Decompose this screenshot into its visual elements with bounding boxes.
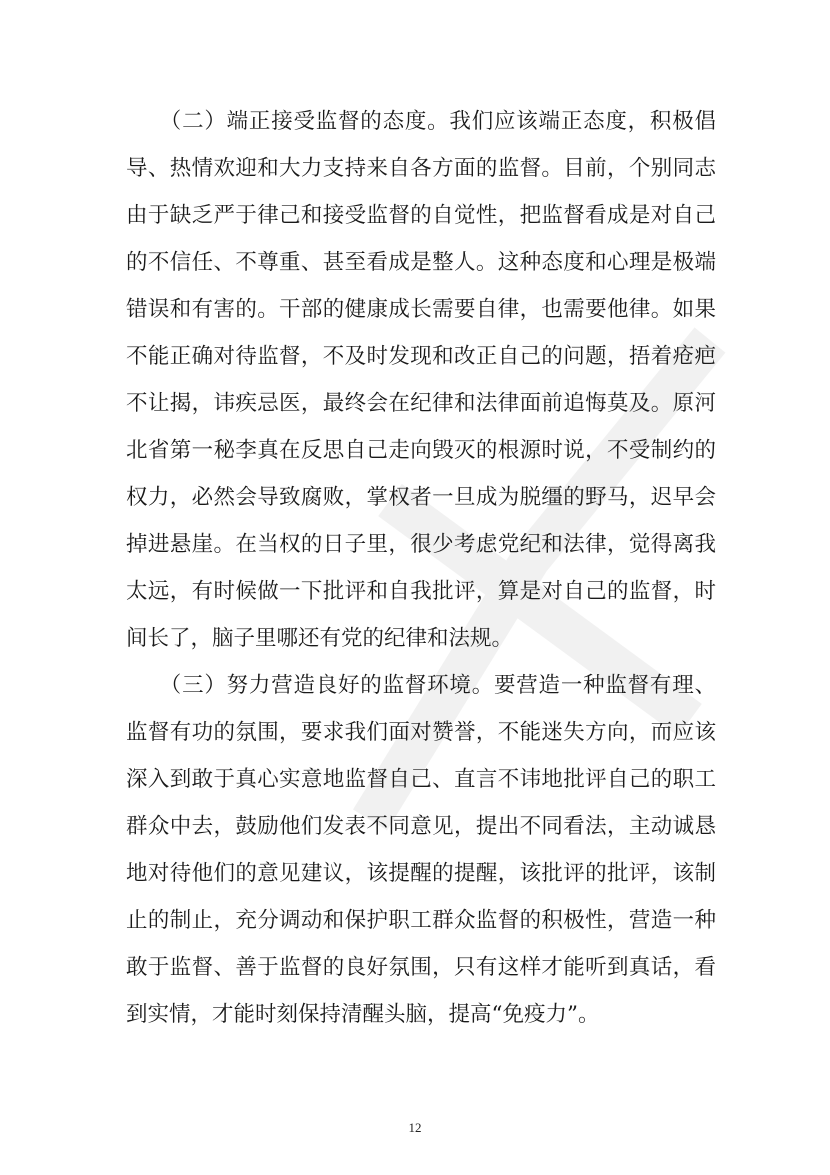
page-number: 12 xyxy=(408,1120,422,1135)
body-text xyxy=(126,98,716,1038)
text-line: （二）端正接受监督的态度。我们应该端正态度，积极倡 xyxy=(126,109,716,134)
text-line: 的不信任、不尊重、甚至看成是整人。这种态度和心理是极端 xyxy=(126,250,716,275)
text-line: 权力，必然会导致腐败，掌权者一旦成为脱缰的野马，迟早会 xyxy=(126,485,716,510)
text-line: 敢于监督、善于监督的良好氛围，只有这样才能听到真话，看 xyxy=(126,955,716,980)
paragraph-2 xyxy=(126,662,716,1038)
text-line: 监督有功的氛围，要求我们面对赞誉，不能迷失方向，而应该 xyxy=(126,720,716,745)
text-line: 导、热情欢迎和大力支持来自各方面的监督。目前，个别同志 xyxy=(126,156,716,181)
text-line: 深入到敢于真心实意地监督自己、直言不讳地批评自己的职工 xyxy=(126,767,716,792)
text-line: 北省第一秘李真在反思自己走向毁灭的根源时说，不受制约的 xyxy=(126,438,716,463)
text-line: 间长了，脑子里哪还有党的纪律和法规。 xyxy=(126,626,514,651)
text-line: 掉进悬崖。在当权的日子里，很少考虑党纪和法律，觉得离我 xyxy=(126,532,716,557)
text-line: 止的制止，充分调动和保护职工群众监督的积极性，营造一种 xyxy=(126,908,716,933)
text-line: 不让揭，讳疾忌医，最终会在纪律和法律面前追悔莫及。原河 xyxy=(126,391,716,416)
text-line: 群众中去，鼓励他们发表不同意见，提出不同看法，主动诚恳 xyxy=(126,814,716,839)
text-line: 错误和有害的。干部的健康成长需要自律，也需要他律。如果 xyxy=(126,297,716,322)
text-line: （三）努力营造良好的监督环境。要营造一种监督有理、 xyxy=(126,673,716,698)
text-line: 地对待他们的意见建议，该提醒的提醒，该批评的批评，该制 xyxy=(126,861,716,886)
text-line: 太远，有时候做一下批评和自我批评，算是对自己的监督，时 xyxy=(126,579,716,604)
text-line: 到实情，才能时刻保持清醒头脑，提高“免疫力”。 xyxy=(126,1002,600,1027)
text-line: 由于缺乏严于律己和接受监督的自觉性，把监督看成是对自己 xyxy=(126,203,716,228)
paragraph-1 xyxy=(126,98,716,662)
text-line: 不能正确对待监督，不及时发现和改正自己的问题，捂着疮疤 xyxy=(126,344,716,369)
